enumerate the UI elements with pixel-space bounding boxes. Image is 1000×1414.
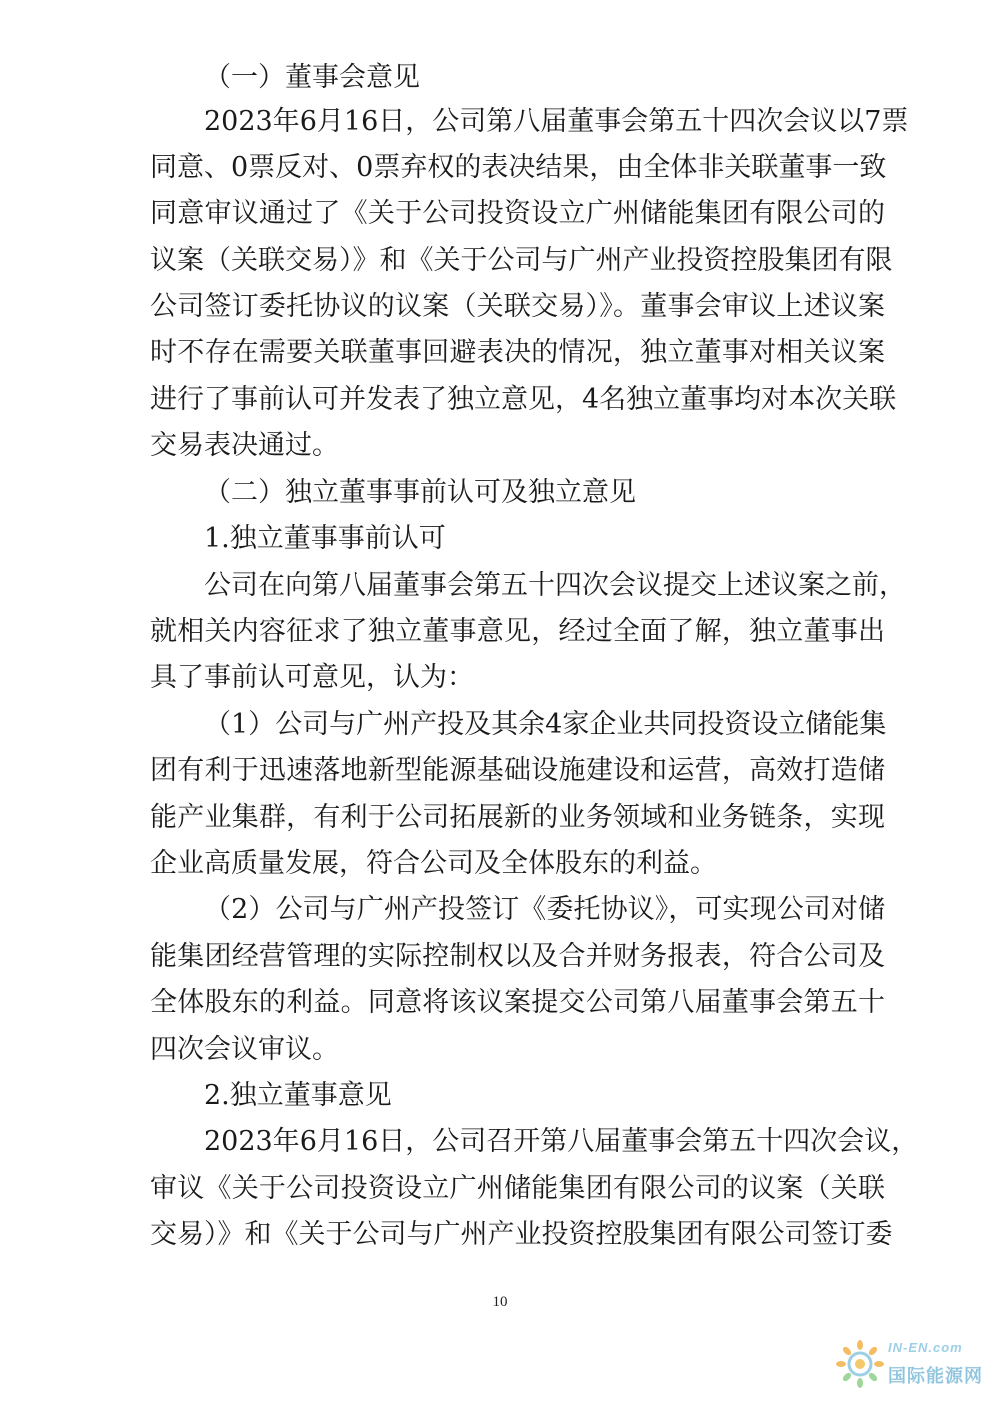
watermark-brand-name: 国际能源网 (888, 1366, 983, 1387)
paragraph-line: 全体股东的利益。同意将该议案提交公司第八届董事会第五十 (150, 987, 885, 1018)
section-heading-board-opinion: （一）董事会意见 (204, 62, 420, 93)
subheading-independent-opinion: 2.独立董事意见 (204, 1080, 392, 1111)
paragraph-line: 2023年6月16日，公司召开第八届董事会第五十四次会议， (204, 1126, 919, 1157)
paragraph-line: 公司在向第八届董事会第五十四次会议提交上述议案之前， (204, 570, 906, 601)
paragraph-line: 企业高质量发展，符合公司及全体股东的利益。 (150, 848, 717, 879)
watermark-brand-latin: IN-EN.com (888, 1340, 963, 1355)
subheading-prior-approval: 1.独立董事事前认可 (204, 523, 446, 554)
paragraph-line: （2）公司与广州产投签订《委托协议》，可实现公司对储 (204, 894, 885, 925)
paragraph-line: 交易表决通过。 (150, 430, 339, 461)
paragraph-line: 审议《关于公司投资设立广州储能集团有限公司的议案（关联 (150, 1173, 885, 1204)
paragraph-line: 能集团经营管理的实际控制权以及合并财务报表，符合公司及 (150, 941, 885, 972)
paragraph-line: 具了事前认可意见，认为： (150, 662, 474, 693)
paragraph-line: 议案（关联交易）》和《关于公司与广州产业投资控股集团有限 (150, 245, 893, 276)
paragraph-line: 就相关内容征求了独立董事意见，经过全面了解，独立董事出 (150, 616, 885, 647)
section-heading-independent-directors: （二）独立董事事前认可及独立意见 (204, 477, 636, 508)
paragraph-line: 同意审议通过了《关于公司投资设立广州储能集团有限公司的 (150, 198, 885, 229)
paragraph-line: 交易）》和《关于公司与广州产业投资控股集团有限公司签订委 (150, 1219, 893, 1250)
paragraph-line: 2023年6月16日，公司第八届董事会第五十四次会议以7票 (204, 106, 909, 137)
sun-logo-icon (836, 1334, 888, 1392)
paragraph-line: 进行了事前认可并发表了独立意见，4名独立董事均对本次关联 (150, 384, 897, 415)
paragraph-line: 时不存在需要关联董事回避表决的情况，独立董事对相关议案 (150, 337, 885, 368)
paragraph-line: 能产业集群，有利于公司拓展新的业务领域和业务链条，实现 (150, 802, 885, 833)
watermark-logo (836, 1334, 986, 1392)
paragraph-line: （1）公司与广州产投及其余4家企业共同投资设立储能集 (204, 709, 887, 740)
paragraph-line: 同意、0票反对、0票弃权的表决结果，由全体非关联董事一致 (150, 152, 887, 183)
paragraph-line: 团有利于迅速落地新型能源基础设施建设和运营，高效打造储 (150, 755, 885, 786)
page-number: 10 (492, 1294, 508, 1310)
paragraph-line: 四次会议审议。 (150, 1034, 339, 1065)
paragraph-line: 公司签订委托协议的议案（关联交易）》。董事会审议上述议案 (150, 291, 885, 322)
